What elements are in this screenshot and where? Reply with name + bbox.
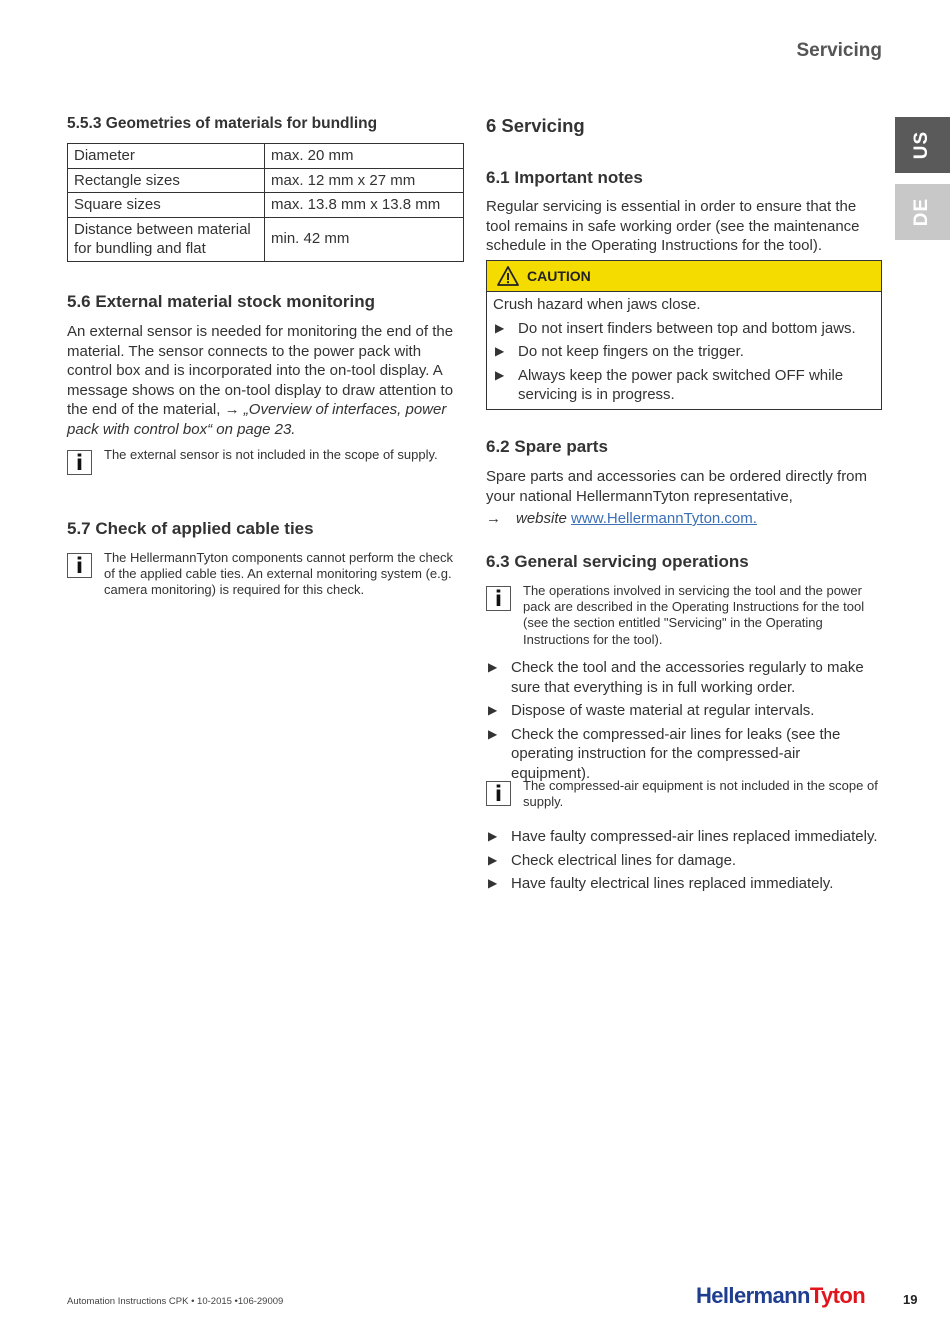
bullet-triangle-icon: ▶ [488, 703, 498, 718]
list-item-text: Have faulty compressed-air lines replaced immediately. [511, 828, 878, 845]
table-row [68, 168, 464, 193]
section-5-6-title: 5.6 External material stock monitoring [67, 292, 375, 311]
list-item [486, 701, 882, 721]
table-cell-label: Square sizes [68, 193, 265, 218]
info-note-sensor [67, 447, 464, 475]
language-tab-us-label: US [911, 130, 933, 160]
list-item-text: Always keep the power pack switched OFF while servicing is in progress. [518, 366, 844, 404]
info-note-text: The operations involved in servicing the tool and the power pack are described in the Operating Instructions for the tool (see the section entitled "Servicing" in the Operating Instructions for the tool). [523, 583, 865, 647]
geometries-table [67, 143, 464, 262]
warning-triangle-icon [497, 266, 519, 286]
cross-reference-link[interactable]: „Overview of interfaces, power pack with control box“ on page 23. [67, 401, 447, 438]
info-icon: i [486, 586, 511, 611]
logo-text-hellermann: Hellermann [696, 1283, 810, 1308]
info-note-cable-ties [67, 550, 464, 599]
website-reference [486, 510, 757, 527]
table-cell-value: max. 13.8 mm x 13.8 mm [265, 193, 464, 218]
list-item [493, 342, 875, 362]
caution-list [493, 319, 875, 405]
bullet-triangle-icon: ▶ [488, 829, 498, 843]
website-label: website [516, 510, 567, 527]
hellermanntyton-logo [696, 1283, 865, 1309]
info-note-compressed-air [486, 778, 882, 810]
table-cell-value: max. 12 mm x 27 mm [265, 168, 464, 193]
bullet-triangle-icon: ▶ [495, 344, 505, 359]
table-cell-label: Diameter [68, 144, 265, 169]
caution-body [487, 292, 881, 409]
section-6-2-body: Spare parts and accessories can be ordered directly from your national HellermannTyton representative, [486, 468, 868, 505]
list-item-text: Check electrical lines for damage. [511, 851, 737, 869]
section-6-1-title: 6.1 Important notes [486, 168, 643, 187]
list-item [486, 725, 882, 784]
bullet-triangle-icon: ▶ [488, 852, 498, 867]
list-item [493, 319, 875, 339]
list-item-text: Dispose of waste material at regular intervals. [511, 702, 815, 720]
bullet-triangle-icon: ▶ [495, 320, 505, 335]
language-tab-us[interactable] [895, 117, 950, 173]
info-note-text: The HellermannTyton components cannot perform the check of the applied cable ties. An external monitoring system (e.g. camera monitoring) is required for this check. [104, 550, 454, 598]
info-note-operations [486, 583, 882, 648]
bullet-triangle-icon: ▶ [488, 726, 498, 741]
language-tab-de-label: DE [911, 197, 933, 227]
caution-lead: Crush hazard when jaws close. [493, 296, 701, 313]
list-item [493, 366, 875, 405]
section-5-5-3-title: 5.5.3 Geometries of materials for bundling [67, 115, 378, 132]
list-item [486, 658, 882, 697]
list-item [486, 874, 882, 894]
section-6-1-body: Regular servicing is essential in order to ensure that the tool remains in safe working order (see the maintenance schedule in the Operating Instructions for the tool). [486, 198, 860, 254]
section-6-3-title: 6.3 General servicing operations [486, 552, 749, 571]
section-5-6-body [67, 322, 464, 439]
section-6-2-title: 6.2 Spare parts [486, 437, 608, 456]
list-item-text: Do not insert finders between top and bottom jaws. [518, 319, 856, 337]
section-6-title: 6 Servicing [486, 115, 585, 136]
table-cell-label: Rectangle sizes [68, 168, 265, 193]
caution-header [487, 261, 881, 292]
info-note-text: The external sensor is not included in the scope of supply. [104, 447, 438, 462]
info-icon: i [67, 553, 92, 578]
info-note-text: The compressed-air equipment is not included in the scope of supply. [523, 778, 878, 810]
page-number: 19 [903, 1292, 918, 1307]
bullet-triangle-icon: ▶ [488, 876, 498, 891]
list-item-text: Check the compressed-air lines for leaks (see the operating instruction for the compressed-air equipment). [511, 725, 841, 782]
list-item-text: Have faulty electrical lines replaced immediately. [511, 875, 834, 893]
bullet-triangle-icon: ▶ [495, 367, 505, 382]
website-link[interactable]: www.HellermannTyton.com. [571, 510, 757, 527]
list-item-text: Do not keep fingers on the trigger. [518, 343, 744, 361]
caution-box [486, 260, 882, 410]
arrow-right-icon: → [224, 401, 240, 418]
page-header-title: Servicing [796, 40, 882, 61]
logo-text-tyton: Tyton [809, 1283, 866, 1308]
table-cell-label: Distance between material for bundling and flat [68, 217, 265, 261]
arrow-right-icon: → [486, 510, 501, 527]
list-item [486, 827, 882, 847]
table-cell-value: max. 20 mm [265, 144, 464, 169]
table-cell-value: min. 42 mm [265, 217, 464, 261]
footer-document-info: Automation Instructions CPK • 10-2015 •106-29009 [67, 1296, 284, 1307]
servicing-steps-list-2 [486, 827, 882, 898]
section-5-6-text: An external sensor is needed for monitoring the end of the material. The sensor connects to the power pack with control box and is incorporated into the on-tool display. A message shows on the on-tool display to draw attention to the end of the material, [67, 323, 454, 418]
table-row [68, 144, 464, 169]
table-row [68, 217, 464, 261]
info-icon: i [486, 781, 511, 806]
info-icon: i [67, 450, 92, 475]
language-tab-de[interactable] [895, 184, 950, 240]
caution-label: CAUTION [527, 268, 591, 284]
bullet-triangle-icon: ▶ [488, 660, 498, 674]
servicing-steps-list-1 [486, 658, 882, 788]
list-item [486, 851, 882, 871]
section-5-7-title: 5.7 Check of applied cable ties [67, 519, 314, 538]
list-item-text: Check the tool and the accessories regularly to make sure that everything is in full working order. [511, 659, 864, 696]
table-row [68, 193, 464, 218]
